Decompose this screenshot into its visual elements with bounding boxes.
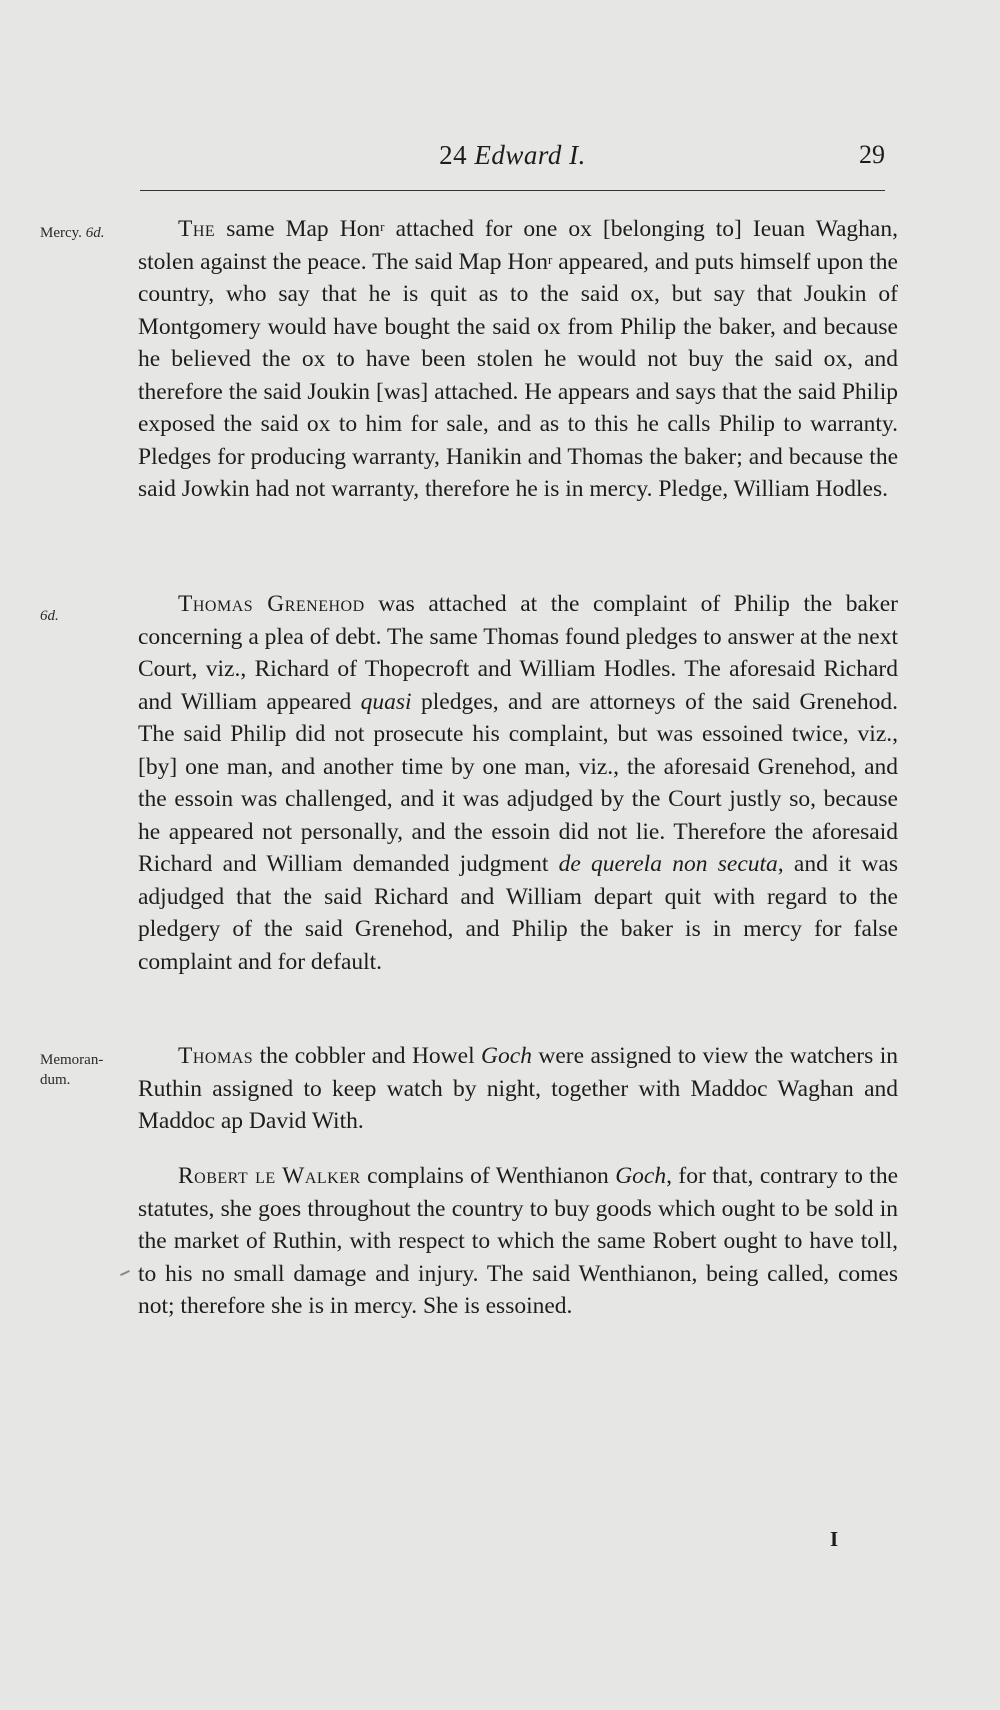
margin-note-memorandum: Memoran- dum. [40,1052,104,1088]
entry-thomas-cobbler [138,1040,898,1138]
margin-amount: 6d. [40,608,59,624]
entry-paragraph: Robert le Walker complains of Wenthianon Goch, for that, contrary to the statutes, she goes throughout the country to buy goods which ought to be sold in the market of Ruthin, with respect to which the same Robert ought to have toll, to his no small damage and injury. The said Wenthianon, being called, comes not; therefore she is in mercy. She is essoined. [138,1163,898,1319]
margin-label: Mercy. [40,225,82,241]
entry-paragraph: Thomas Grenehod was attached at the complaint of Philip the baker concerning a plea of debt. The same Thomas found pledges to answer at the next Court, viz., Richard of Thopecroft and William Hodles. The aforesaid Richard and William appeared quasi pledges, and are attorneys of the said Grenehod. The said Philip did not prosecute his complaint, but was essoined twice, viz., [by] one man, and another time by one man, viz., the aforesaid Grenehod, and the essoin was challenged, and it was adjudged by the Court justly so, because he appeared not personally, and the essoin did not lie. Therefore the aforesaid Richard and William demanded judgment de querela non secuta, and it was adjudged that the said Richard and William depart quit with regard to the pledgery of the said Grenehod, and Philip the baker is in mercy for false complaint and for default. [138,591,898,975]
entry-paragraph: The same Map Hon$^r$ attached for one ox [belonging to] Ieuan Waghan, stolen against the peace. The said Map Hon$^r$ appeared, and puts himself upon the country, who say that he is quit as to the said ox, but say that Joukin of Montgomery would have bought the said ox from Philip the baker, and because he believed the ox to have been stolen he would not buy the said ox, and therefore the said Joukin [was] attached. He appears and says that the said Philip exposed the said ox to him for sale, and as to this he calls Philip to warranty. Pledges for producing warranty, Hanikin and Thomas the baker; and because the said Jowkin had not warranty, therefore he is in mercy. Pledge, William Hodles. [138,216,898,502]
running-header [140,140,885,180]
entry-map-honr [138,213,898,506]
signature-mark: I [830,1527,839,1551]
margin-tick-mark [120,1270,130,1276]
king-name: Edward I. [474,140,586,170]
entry-lead: The [178,216,216,242]
margin-amount: 6d. [85,225,105,241]
entry-lead: Thomas [178,1043,254,1069]
entry-lead: Robert le Walker [178,1163,361,1189]
page-number: 29 [859,140,885,169]
margin-note-fine [40,606,140,626]
running-title [140,140,885,171]
header-rule [140,190,885,191]
entry-lead: Thomas Grenehod [178,591,365,617]
entry-paragraph: Thomas the cobbler and Howel Goch were assigned to view the watchers in Ruthin assigned to keep watch by night, together with Maddoc Waghan and Maddoc ap David With. [138,1043,898,1134]
entry-robert-le-walker [138,1160,898,1323]
entry-thomas-grenehod [138,588,898,978]
regnal-year: 24 [439,140,468,170]
margin-note-mercy [40,223,140,243]
